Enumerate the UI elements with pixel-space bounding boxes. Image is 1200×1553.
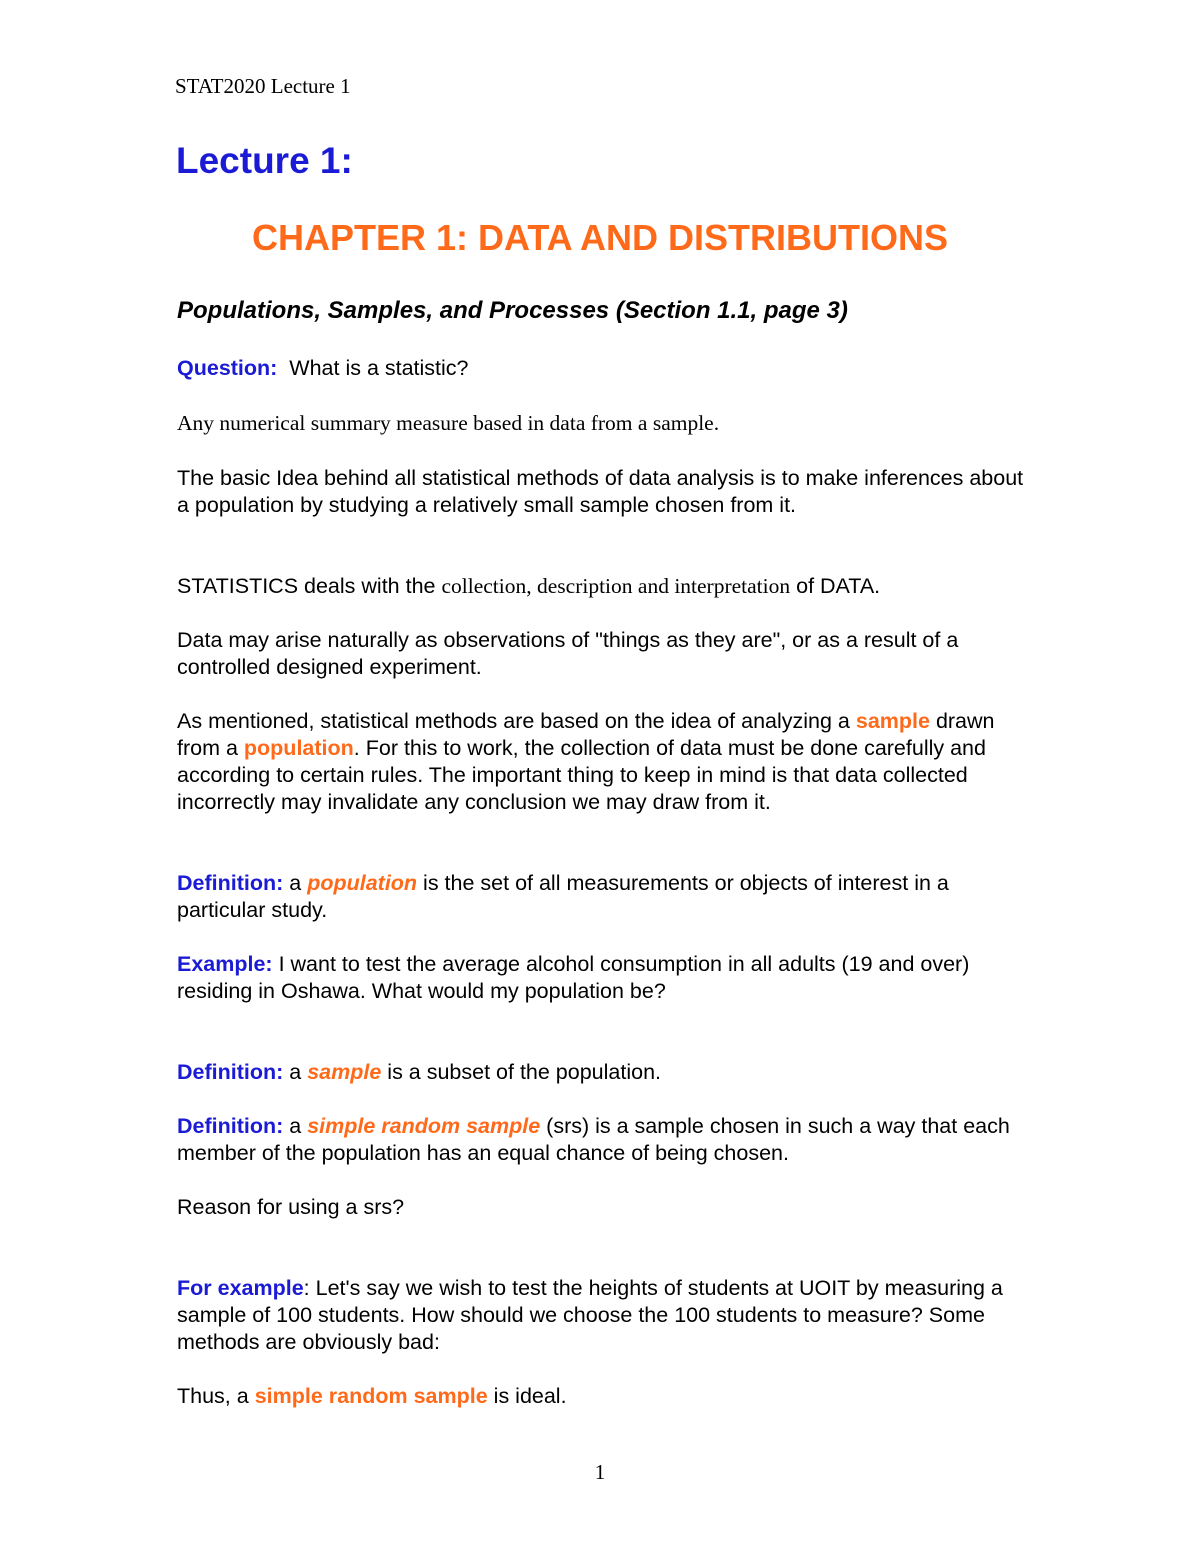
- definition-prefix: a: [283, 871, 308, 895]
- definition-text: is the set of all measurements or objects of interest in a particular study.: [177, 871, 949, 922]
- thus-paragraph: [177, 1383, 1037, 1410]
- as-mentioned-part3: . For this to work, the collection of data must be done carefully and according to certain rules. The important thing to keep in mind is that data collected incorrectly may invalidate any conclusion we may draw from it.: [177, 736, 986, 814]
- srs-term: simple random sample: [307, 1114, 541, 1138]
- question-paragraph: [177, 355, 1037, 382]
- statistics-deals-emphasis: collection, description and interpretation: [441, 574, 791, 598]
- population-term: population: [307, 871, 418, 895]
- example-text: I want to test the average alcohol consumption in all adults (19 and over) residing in Oshawa. What would my population be?: [177, 952, 970, 1003]
- definition-label: Definition:: [177, 1060, 284, 1084]
- definition-population: [177, 870, 1037, 924]
- question-label: Question:: [177, 356, 278, 380]
- reason-srs: Reason for using a srs?: [177, 1195, 405, 1219]
- definition-srs: [177, 1113, 1037, 1167]
- definition-sample: [177, 1059, 1037, 1086]
- statistics-deals-paragraph: [177, 573, 1037, 600]
- thus-prefix: Thus, a: [177, 1384, 255, 1408]
- population-keyword: population: [243, 736, 354, 760]
- for-example-text: : Let's say we wish to test the heights of students at UOIT by measuring a sample of 100 students. How should we choose the 100 students to measure? Some methods are obviously bad:: [177, 1276, 1003, 1354]
- as-mentioned-part1: As mentioned, statistical methods are based on the idea of analyzing a: [177, 709, 856, 733]
- example-label: Example:: [177, 952, 273, 976]
- definition-label: Definition:: [177, 1114, 284, 1138]
- example-paragraph: [177, 951, 1037, 1005]
- statistics-deals-part3: of DATA.: [790, 574, 881, 598]
- lecture-title: Lecture 1:: [176, 140, 353, 181]
- page-header: STAT2020 Lecture 1: [175, 74, 351, 98]
- as-mentioned-part2: drawn from a: [177, 709, 995, 760]
- srs-keyword: simple random sample: [254, 1384, 488, 1408]
- for-example-paragraph: [177, 1275, 1037, 1356]
- basic-idea-paragraph: The basic Idea behind all statistical methods of data analysis is to make inferences about a population by studying a relatively small sample chosen from it.: [177, 466, 1024, 517]
- for-example-label: For example: [177, 1276, 304, 1300]
- as-mentioned-paragraph: [177, 708, 1037, 816]
- section-heading: Populations, Samples, and Processes (Section 1.1, page 3): [177, 297, 848, 324]
- question-text: What is a statistic?: [289, 356, 469, 380]
- sample-keyword: sample: [855, 709, 930, 733]
- definition-prefix: a: [283, 1060, 308, 1084]
- statistic-definition: Any numerical summary measure based in data from a sample.: [177, 411, 720, 435]
- definition-prefix: a: [283, 1114, 308, 1138]
- thus-suffix: is ideal.: [487, 1384, 567, 1408]
- chapter-title: CHAPTER 1: DATA AND DISTRIBUTIONS: [252, 217, 948, 258]
- sample-term: sample: [307, 1060, 382, 1084]
- definition-text: is a subset of the population.: [381, 1060, 662, 1084]
- statistics-deals-part1: STATISTICS deals with the: [177, 574, 442, 598]
- definition-label: Definition:: [177, 871, 284, 895]
- definition-text: (srs) is a sample chosen in such a way that each member of the population has an equal chance of being chosen.: [177, 1114, 1010, 1165]
- page-number: 1: [594, 1460, 606, 1484]
- data-arise-paragraph: Data may arise naturally as observations of "things as they are", or as a result of a controlled designed experiment.: [177, 628, 959, 679]
